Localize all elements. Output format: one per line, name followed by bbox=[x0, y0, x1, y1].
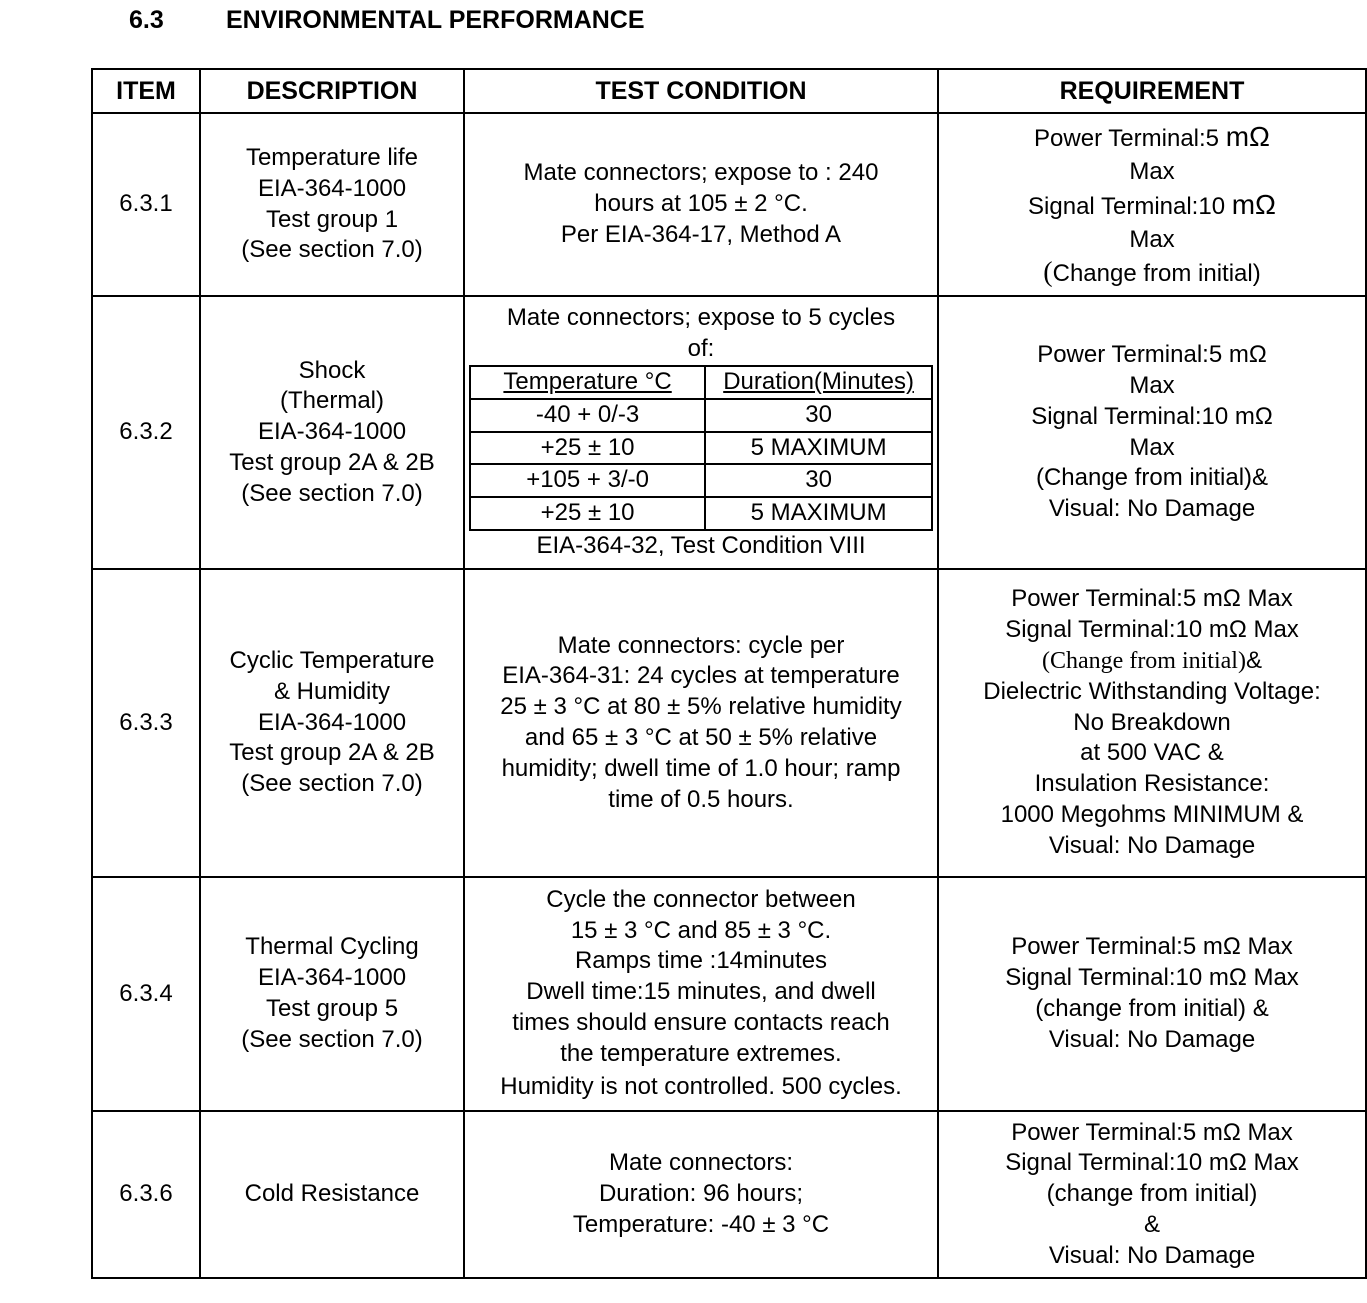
description-line: (See section 7.0) bbox=[241, 770, 423, 798]
test-condition-line: Per EIA-364-17, Method A bbox=[560, 220, 842, 248]
requirement-line: Dielectric Withstanding Voltage: bbox=[983, 677, 1321, 705]
requirement-cell bbox=[938, 569, 1366, 877]
test-condition-line: Mate connectors: cycle per bbox=[557, 631, 845, 659]
table-row bbox=[92, 113, 1366, 296]
test-condition-line: the temperature extremes. bbox=[560, 1039, 842, 1067]
description-cell bbox=[200, 1111, 464, 1278]
cycle-duration: 30 bbox=[705, 464, 932, 497]
cycle-row bbox=[470, 497, 932, 530]
requirement-cell bbox=[938, 113, 1366, 296]
table-row bbox=[92, 296, 1366, 569]
test-condition-cell bbox=[464, 569, 938, 877]
test-condition-line: Mate connectors: bbox=[608, 1149, 794, 1177]
cycle-row bbox=[470, 464, 932, 497]
requirement-cell bbox=[938, 1111, 1366, 1278]
environmental-performance-table bbox=[91, 68, 1367, 1279]
requirement-line: Visual: No Damage bbox=[1048, 831, 1256, 859]
cycle-duration: 30 bbox=[705, 399, 932, 432]
cycle-row bbox=[470, 399, 932, 432]
description-line: EIA-364-1000 bbox=[257, 964, 407, 992]
requirement-line: 1000 Megohms MINIMUM & bbox=[1000, 800, 1304, 828]
requirement-line: No Breakdown bbox=[1073, 708, 1231, 736]
description-cell bbox=[200, 296, 464, 569]
requirement-line: Max bbox=[1129, 157, 1175, 185]
section-title: ENVIRONMENTAL PERFORMANCE bbox=[226, 6, 645, 34]
signal-terminal-label: Signal Terminal:10 bbox=[1028, 192, 1232, 220]
requirement-line: Visual: No Damage bbox=[1048, 495, 1256, 523]
cycle-temperature: +105 + 3/-0 bbox=[470, 464, 705, 497]
requirement-line: Signal Terminal:10 mΩ Max bbox=[1005, 616, 1299, 644]
description-line: Cold Resistance bbox=[244, 1180, 420, 1208]
requirement-line: Max bbox=[1129, 225, 1175, 253]
section-number: 6.3 bbox=[129, 6, 164, 34]
requirement-line: & bbox=[1143, 1210, 1160, 1238]
requirement-line: (change from initial) & bbox=[1035, 995, 1269, 1022]
description-cell bbox=[200, 113, 464, 296]
description-line: Test group 1 bbox=[265, 205, 399, 233]
thermal-shock-cycle-table bbox=[469, 365, 933, 531]
requirement-line: Power Terminal:5 mΩ bbox=[1037, 341, 1267, 369]
description-line: Thermal Cycling bbox=[245, 933, 419, 961]
test-condition-line: Mate connectors; expose to 5 cycles bbox=[506, 304, 896, 332]
test-condition-line: Temperature: -40 ± 3 °C bbox=[572, 1210, 830, 1238]
cycle-row bbox=[470, 432, 932, 465]
cycle-temperature: +25 ± 10 bbox=[470, 497, 705, 530]
cycle-header-row bbox=[470, 366, 932, 399]
test-condition-cell bbox=[464, 1111, 938, 1278]
ampersand: & bbox=[1245, 647, 1262, 674]
description-line: Cyclic Temperature bbox=[229, 647, 435, 674]
requirement-line: Insulation Resistance: bbox=[1034, 770, 1270, 798]
description-line: EIA-364-1000 bbox=[257, 708, 407, 736]
test-condition-line: times should ensure contacts reach bbox=[512, 1008, 890, 1036]
change-text: Change from initial) bbox=[1052, 259, 1261, 287]
cycle-temperature: -40 + 0/-3 bbox=[470, 399, 705, 432]
signal-terminal-unit: mΩ bbox=[1231, 188, 1276, 220]
test-condition-line: Cycle the connector between bbox=[546, 885, 856, 913]
description-line: (See section 7.0) bbox=[241, 236, 423, 264]
test-condition-cell bbox=[464, 296, 938, 569]
requirement-line bbox=[943, 256, 1361, 290]
description-line: Shock bbox=[298, 356, 366, 384]
requirement-line: Signal Terminal:10 mΩ Max bbox=[1005, 1149, 1299, 1177]
cycle-duration: 5 MAXIMUM bbox=[705, 497, 932, 530]
test-condition-line: EIA-364-31: 24 cycles at temperature bbox=[502, 662, 900, 690]
test-condition-line: Ramps time :14minutes bbox=[574, 947, 828, 975]
requirement-line: Power Terminal:5 mΩ Max bbox=[1011, 1118, 1293, 1146]
item-cell: 6.3.2 bbox=[92, 296, 200, 569]
test-condition-line: time of 0.5 hours. bbox=[608, 785, 794, 813]
header-description: DESCRIPTION bbox=[200, 69, 464, 113]
requirement-cell bbox=[938, 877, 1366, 1111]
requirement-line: Power Terminal:5 mΩ Max bbox=[1011, 933, 1293, 961]
test-condition-line: Duration: 96 hours; bbox=[598, 1180, 804, 1208]
requirement-line: (Change from initial)& bbox=[1035, 464, 1269, 492]
description-line: Test group 5 bbox=[265, 995, 399, 1022]
test-condition-line: Humidity is not controlled. 500 cycles. bbox=[500, 1073, 902, 1101]
change-from-initial: (Change from initial) bbox=[1042, 648, 1246, 674]
test-condition-line: hours at 105 ± 2 °C. bbox=[594, 190, 808, 218]
test-condition-line: 25 ± 3 °C at 80 ± 5% relative humidity bbox=[500, 693, 902, 721]
requirement-line: Max bbox=[1129, 433, 1175, 461]
test-condition-line: and 65 ± 3 °C at 50 ± 5% relative bbox=[524, 724, 878, 751]
item-cell: 6.3.1 bbox=[92, 113, 200, 296]
table-header-row bbox=[92, 69, 1366, 113]
table-row bbox=[92, 1111, 1366, 1278]
requirement-line: Signal Terminal:10 mΩ bbox=[1031, 402, 1273, 430]
requirement-line: Power Terminal:5 mΩ Max bbox=[1011, 585, 1293, 613]
description-line: EIA-364-1000 bbox=[257, 174, 407, 202]
requirement-line: Visual: No Damage bbox=[1048, 1241, 1256, 1269]
description-line: (See section 7.0) bbox=[241, 1025, 423, 1053]
description-line: Temperature life bbox=[245, 143, 419, 171]
requirement-line: at 500 VAC & bbox=[1080, 739, 1224, 767]
header-item: ITEM bbox=[92, 69, 200, 113]
requirement-line: Max bbox=[1129, 371, 1175, 399]
item-cell: 6.3.4 bbox=[92, 877, 200, 1111]
requirement-line: (change from initial) bbox=[1046, 1180, 1258, 1208]
description-line: (Thermal) bbox=[279, 387, 384, 415]
table-row bbox=[92, 569, 1366, 877]
description-cell bbox=[200, 877, 464, 1111]
power-terminal-label: Power Terminal:5 bbox=[1034, 124, 1226, 152]
requirement-line bbox=[943, 188, 1361, 223]
test-condition-line: humidity; dwell time of 1.0 hour; ramp bbox=[501, 754, 901, 782]
test-condition-line: EIA-364-32, Test Condition VIII bbox=[536, 531, 866, 559]
description-line: EIA-364-1000 bbox=[257, 418, 407, 446]
change-paren: ( bbox=[1043, 256, 1053, 288]
description-line: (See section 7.0) bbox=[241, 479, 423, 507]
requirement-cell bbox=[938, 296, 1366, 569]
test-condition-line: Dwell time:15 minutes, and dwell bbox=[526, 978, 876, 1006]
header-test-condition: TEST CONDITION bbox=[464, 69, 938, 113]
item-cell: 6.3.6 bbox=[92, 1111, 200, 1278]
requirement-line: Signal Terminal:10 mΩ Max bbox=[1005, 964, 1299, 992]
description-line: Test group 2A & 2B bbox=[229, 448, 435, 476]
test-condition-cell bbox=[464, 877, 938, 1111]
test-condition-line: Mate connectors; expose to : 240 bbox=[523, 159, 879, 187]
requirement-line bbox=[943, 646, 1361, 677]
requirement-line bbox=[943, 120, 1361, 155]
power-terminal-unit: mΩ bbox=[1225, 120, 1270, 152]
requirement-line: Visual: No Damage bbox=[1048, 1025, 1256, 1053]
description-line: & Humidity bbox=[273, 677, 391, 705]
test-condition-line: of: bbox=[687, 335, 715, 363]
item-cell: 6.3.3 bbox=[92, 569, 200, 877]
table-row bbox=[92, 877, 1366, 1111]
test-condition-line: 15 ± 3 °C and 85 ± 3 °C. bbox=[570, 916, 832, 944]
cycle-duration: 5 MAXIMUM bbox=[705, 432, 932, 465]
header-requirement: REQUIREMENT bbox=[938, 69, 1366, 113]
temperature-column-header: Temperature °C bbox=[470, 366, 705, 399]
description-cell bbox=[200, 569, 464, 877]
cycle-temperature: +25 ± 10 bbox=[470, 432, 705, 465]
description-line: Test group 2A & 2B bbox=[229, 739, 435, 767]
test-condition-cell bbox=[464, 113, 938, 296]
duration-column-header: Duration(Minutes) bbox=[705, 366, 932, 399]
